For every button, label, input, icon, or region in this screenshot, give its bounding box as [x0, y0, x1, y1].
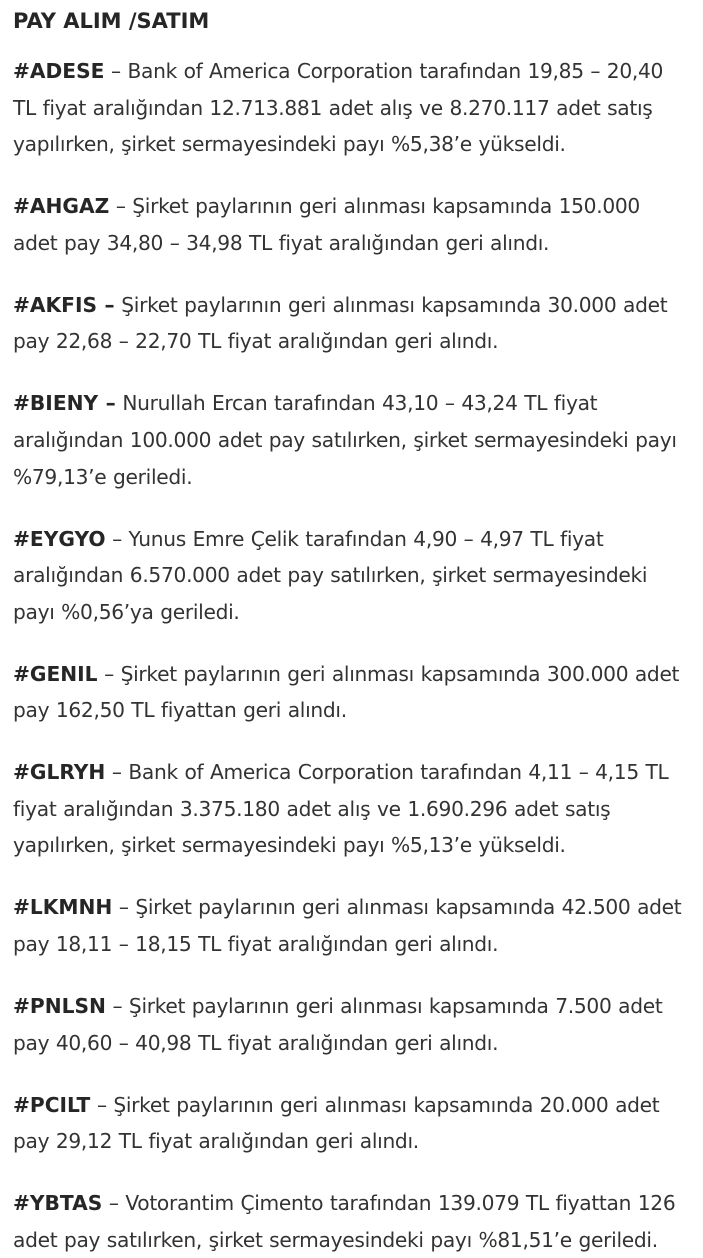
- ticker-hashtag[interactable]: #BIENY –: [13, 391, 116, 416]
- entry-text: – Bank of America Corporation tarafından 4,11 – 4,15 TL fiyat aralığından 3.375.180 adet alış ve 1.690.296 adet satış yapılırken, şirket sermayesindeki payı %5,13’e yükseldi.: [13, 760, 669, 858]
- entry-ahgaz: [13, 188, 689, 261]
- entry-text: – Yunus Emre Çelik tarafından 4,90 – 4,97 TL fiyat aralığından 6.570.000 adet pay satılırken, şirket sermayesindeki payı %0,56’ya geriledi.: [13, 526, 648, 624]
- entry-pnlsn: [13, 988, 689, 1061]
- entry-glryh: [13, 754, 689, 864]
- entry-bieny: [13, 385, 689, 495]
- entry-text: Nurullah Ercan tarafından 43,10 – 43,24 TL fiyat aralığından 100.000 adet pay satılırken, şirket sermayesindeki payı %79,13’e geriledi.: [13, 391, 677, 489]
- ticker-hashtag[interactable]: #ADESE: [13, 59, 105, 83]
- entry-eygyo: [13, 521, 689, 631]
- entry-text: – Şirket paylarının geri alınması kapsamında 20.000 adet pay 29,12 TL fiyat aralığından geri alındı.: [13, 1092, 660, 1154]
- entry-ybtas: [13, 1185, 689, 1258]
- ticker-hashtag[interactable]: #EYGYO: [13, 526, 106, 551]
- entry-list: [13, 53, 689, 1258]
- entry-text: – Votorantim Çimento tarafından 139.079 TL fiyattan 126 adet pay satılırken, şirket sermayesindeki payı %81,51’e geriledi.: [13, 1191, 676, 1252]
- entry-text: – Bank of America Corporation tarafından 19,85 – 20,40 TL fiyat aralığından 12.713.881 adet alış ve 8.270.117 adet satış yapılırken, şirket sermayesindeki payı %5,38’e yükseldi.: [13, 59, 664, 157]
- ticker-hashtag[interactable]: #PNLSN: [13, 994, 106, 1018]
- ticker-hashtag[interactable]: #AHGAZ: [13, 194, 110, 219]
- entry-text: – Şirket paylarının geri alınması kapsamında 42.500 adet pay 18,11 – 18,15 TL fiyat aralığından geri alındı.: [13, 895, 682, 957]
- ticker-hashtag[interactable]: #LKMNH: [13, 895, 113, 920]
- entry-lkmnh: [13, 889, 689, 962]
- entry-text: – Şirket paylarının geri alınması kapsamında 150.000 adet pay 34,80 – 34,98 TL fiyat aralığından geri alındı.: [13, 194, 640, 255]
- entry-adese: [13, 53, 689, 163]
- entry-text: – Şirket paylarının geri alınması kapsamında 7.500 adet pay 40,60 – 40,98 TL fiyat aralığından geri alındı.: [13, 994, 663, 1055]
- entry-text: – Şirket paylarının geri alınması kapsamında 300.000 adet pay 162,50 TL fiyattan geri alındı.: [13, 661, 680, 723]
- ticker-hashtag[interactable]: #AKFIS –: [13, 292, 115, 317]
- entry-pcilt: [13, 1087, 689, 1160]
- page-title: PAY ALIM /SATIM: [13, 9, 210, 33]
- entry-akfis: [13, 287, 689, 360]
- ticker-hashtag[interactable]: #PCILT: [13, 1092, 91, 1117]
- entry-text: Şirket paylarının geri alınması kapsamında 30.000 adet pay 22,68 – 22,70 TL fiyat aralığından geri alındı.: [13, 292, 668, 354]
- ticker-hashtag[interactable]: #GENIL: [13, 661, 98, 686]
- entry-genil: [13, 656, 689, 729]
- ticker-hashtag[interactable]: #YBTAS: [13, 1191, 103, 1216]
- ticker-hashtag[interactable]: #GLRYH: [13, 760, 106, 785]
